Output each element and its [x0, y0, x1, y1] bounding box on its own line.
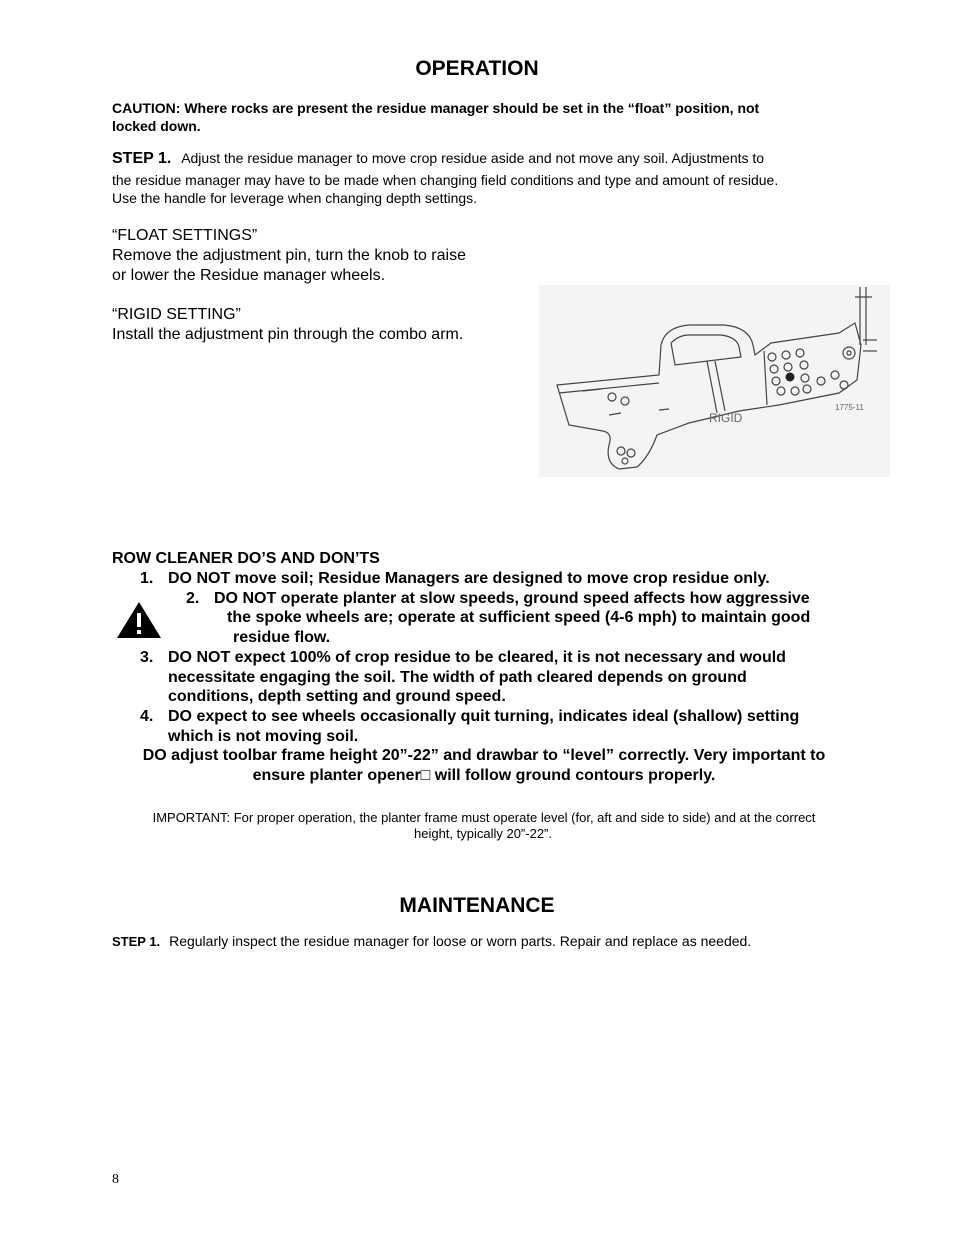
float-settings-line-1: Remove the adjustment pin, turn the knob to raise: [112, 247, 466, 264]
list-item-2-line-2: the spoke wheels are; operate at sufficient speed (4-6 mph) to maintain good: [227, 609, 811, 626]
adjust-frame-line-2: ensure planter opener□ will follow ground contours properly.: [252, 767, 716, 784]
step-1-text: Adjust the residue manager to move crop residue aside and not move any soil. Adjustments to: [181, 150, 765, 166]
maintenance-step-1-label: STEP 1.: [112, 934, 161, 949]
float-settings-line-2: or lower the Residue manager wheels.: [112, 267, 386, 284]
rigid-setting-line-1: Install the adjustment pin through the combo arm.: [112, 326, 464, 343]
important-note-line-2: height, typically 20”-22”.: [413, 826, 552, 841]
step-1-line-1: [112, 150, 764, 168]
row-cleaner-heading: ROW CLEANER DO’S AND DON’TS: [112, 550, 380, 567]
figure-part-number: 1775-11: [835, 403, 864, 412]
step-1-line-2: the residue manager may have to be made when changing field conditions and type and amount of residue.: [112, 172, 779, 188]
list-item-4-line-2: which is not moving soil.: [168, 728, 359, 745]
caution-line-1: CAUTION: Where rocks are present the residue manager should be set in the “float” position, not: [112, 100, 760, 116]
operation-title: OPERATION: [415, 57, 539, 80]
important-note-line-1: IMPORTANT: For proper operation, the planter frame must operate level (for, aft and side to side) and at the correct: [152, 810, 816, 825]
warning-triangle-icon: [116, 601, 162, 639]
step-1-label: STEP 1.: [112, 150, 172, 167]
step-1-line-3: Use the handle for leverage when changing depth settings.: [112, 190, 478, 206]
rigid-setting-figure: [539, 285, 890, 477]
caution-line-2: locked down.: [112, 118, 201, 134]
page-number: 8: [112, 1172, 119, 1187]
list-item-2-number: 2.: [186, 590, 200, 607]
maintenance-title: MAINTENANCE: [399, 894, 555, 917]
list-item-1-line-1: DO NOT move soil; Residue Managers are designed to move crop residue only.: [168, 570, 770, 587]
figure-label-rigid: RIGID: [709, 411, 743, 425]
list-item-4-line-1: DO expect to see wheels occasionally quit turning, indicates ideal (shallow) setting: [168, 708, 800, 725]
list-item-3-number: 3.: [140, 649, 154, 666]
list-item-3-line-1: DO NOT expect 100% of crop residue to be cleared, it is not necessary and would: [168, 649, 786, 666]
list-item-2-line-1: DO NOT operate planter at slow speeds, ground speed affects how aggressive: [214, 590, 810, 607]
adjustment-pin-icon: [786, 373, 795, 382]
list-item-3-line-3: conditions, depth setting and ground speed.: [168, 688, 506, 705]
list-item-3-line-2: necessitate engaging the soil. The width of path cleared depends on ground: [168, 669, 747, 686]
rigid-setting-heading: “RIGID SETTING”: [112, 306, 241, 323]
list-item-4-number: 4.: [140, 708, 154, 725]
maintenance-step-1-text: Regularly inspect the residue manager for loose or worn parts. Repair and replace as needed.: [169, 933, 752, 949]
maintenance-step-1: [112, 932, 751, 952]
float-settings-heading: “FLOAT SETTINGS”: [112, 227, 258, 244]
list-item-1-number: 1.: [140, 570, 154, 587]
residue-manager-drawing: [539, 285, 890, 477]
adjust-frame-line-1: DO adjust toolbar frame height 20”-22” and drawbar to “level” correctly. Very important to: [142, 747, 826, 764]
list-item-2-line-3: residue flow.: [233, 629, 331, 646]
